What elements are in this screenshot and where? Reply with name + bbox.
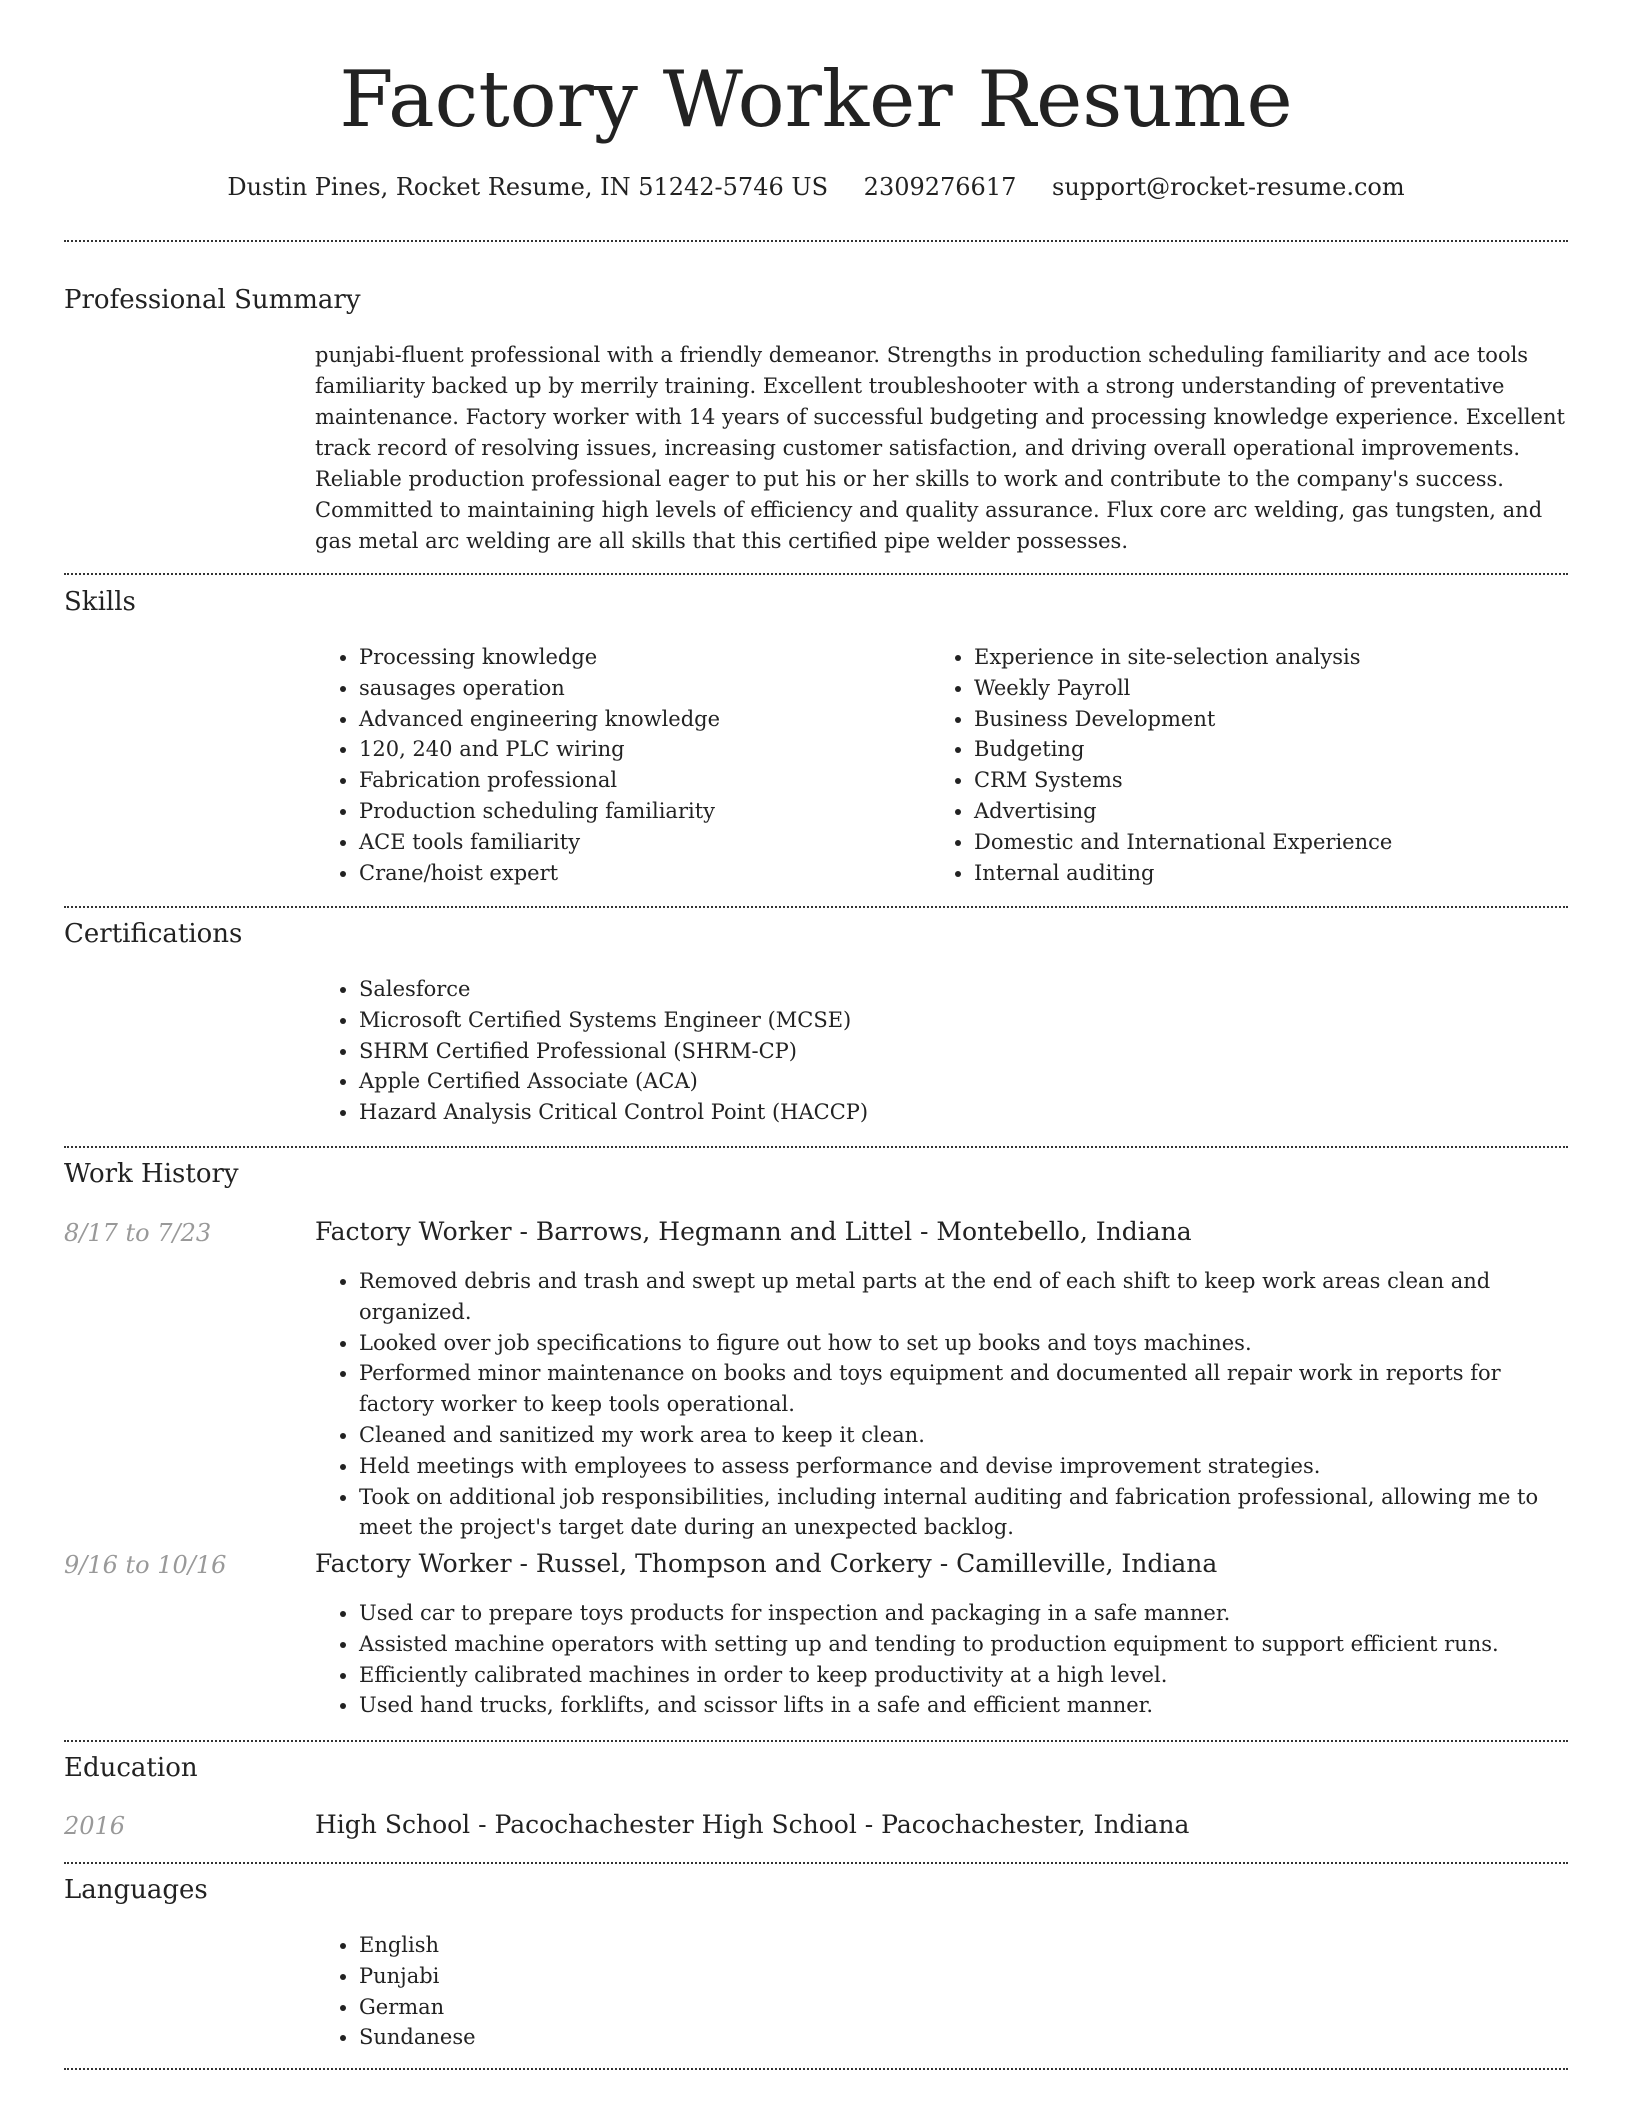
list-item: • Salesforce (359, 974, 1559, 1005)
list-item: • Experience in site-selection analysis (974, 642, 1574, 673)
list-item: • English (359, 1930, 959, 1961)
list-item: • ACE tools familiarity (359, 827, 929, 858)
list-item: • Internal auditing (974, 858, 1574, 889)
education-heading: Education (64, 1753, 198, 1783)
list-item: • Efficiently calibrated machines in order to keep productivity at a high level. (359, 1660, 1568, 1691)
job-dates: 8/17 to 7/23 (64, 1219, 212, 1247)
section-divider (64, 1862, 1568, 1864)
work-heading: Work History (64, 1159, 239, 1189)
education-year: 2016 (64, 1812, 126, 1840)
list-item: • Business Development (974, 704, 1574, 735)
list-item: • Removed debris and trash and swept up metal parts at the end of each shift to keep work areas clean and organized. (359, 1266, 1568, 1328)
list-item: • Production scheduling familiarity (359, 796, 929, 827)
list-item: • German (359, 1992, 959, 2023)
list-item: • Sundanese (359, 2022, 959, 2053)
list-item: • Hazard Analysis Critical Control Point (HACCP) (359, 1097, 1559, 1128)
list-item: • Budgeting (974, 734, 1574, 765)
certifications-list (315, 974, 1559, 1128)
summary-text: punjabi-fluent professional with a friendly demeanor. Strengths in production scheduling familiarity and ace tools familiarity backed up by merrily training. Excellent troubleshooter with a strong understanding of preventative maintenance. Factory worker with 14 years of successful budgeting and processing knowledge experience. Excellent track record of resolving issues, increasing customer satisfaction, and driving overall operational improvements. Reliable production professional eager to put his or her skills to work and contribute to the company's success. Committed to maintaining high levels of efficiency and quality assurance. Flux core arc welding, gas tungsten, and gas metal arc welding are all skills that this certified pipe welder possesses. (315, 343, 1565, 553)
job-dates: 9/16 to 10/16 (64, 1551, 227, 1579)
skills-list-left (315, 642, 929, 888)
list-item: • Performed minor maintenance on books and toys equipment and documented all repair work in reports for factory worker to keep tools operational. (359, 1358, 1568, 1420)
list-item: • Held meetings with employees to assess performance and devise improvement strategies. (359, 1451, 1568, 1482)
list-item: • Took on additional job responsibilities, including internal auditing and fabrication professional, allowing me to meet the project's target date during an unexpected backlog. (359, 1482, 1568, 1544)
list-item: • 120, 240 and PLC wiring (359, 734, 929, 765)
section-divider (64, 1146, 1568, 1148)
list-item: • Fabrication professional (359, 765, 929, 796)
list-item: • Advanced engineering knowledge (359, 704, 929, 735)
list-item: • Processing knowledge (359, 642, 929, 673)
list-item: • Used car to prepare toys products for inspection and packaging in a safe manner. (359, 1598, 1568, 1629)
summary-heading: Professional Summary (64, 285, 361, 315)
job-bullets (315, 1598, 1568, 1721)
section-divider (64, 240, 1568, 242)
list-item: • Cleaned and sanitized my work area to keep it clean. (359, 1420, 1568, 1451)
list-item: • Apple Certified Associate (ACA) (359, 1066, 1559, 1097)
job-bullets (315, 1266, 1568, 1543)
certifications-heading: Certifications (64, 919, 243, 949)
education-entry: High School - Pacochachester High School - Pacochachester, Indiana (315, 1810, 1190, 1839)
section-divider (64, 2068, 1568, 2070)
contact-email: support@rocket-resume.com (1052, 173, 1405, 201)
list-item: • Punjabi (359, 1961, 959, 1992)
skills-heading: Skills (64, 587, 136, 617)
skills-list-right (930, 642, 1574, 888)
section-divider (64, 1740, 1568, 1742)
section-divider (64, 906, 1568, 908)
list-item: • Assisted machine operators with setting up and tending to production equipment to support efficient runs. (359, 1629, 1568, 1660)
languages-list (315, 1930, 959, 2053)
list-item: • Used hand trucks, forklifts, and scissor lifts in a safe and efficient manner. (359, 1690, 1568, 1721)
list-item: • CRM Systems (974, 765, 1574, 796)
list-item: • SHRM Certified Professional (SHRM-CP) (359, 1036, 1559, 1067)
list-item: • Microsoft Certified Systems Engineer (MCSE) (359, 1005, 1559, 1036)
section-divider (64, 573, 1568, 575)
job-title: Factory Worker - Barrows, Hegmann and Littel - Montebello, Indiana (315, 1217, 1192, 1246)
contact-line (64, 172, 1568, 202)
list-item: • Crane/hoist expert (359, 858, 929, 889)
list-item: • Advertising (974, 796, 1574, 827)
resume-page (64, 0, 1568, 2050)
list-item: • Looked over job specifications to figure out how to set up books and toys machines. (359, 1328, 1568, 1359)
resume-title: Factory Worker Resume (339, 55, 1293, 145)
list-item: • Domestic and International Experience (974, 827, 1574, 858)
contact-address: Dustin Pines, Rocket Resume, IN 51242-5746 US (227, 173, 829, 201)
list-item: • sausages operation (359, 673, 929, 704)
languages-heading: Languages (64, 1875, 208, 1905)
list-item: • Weekly Payroll (974, 673, 1574, 704)
job-title: Factory Worker - Russel, Thompson and Corkery - Camilleville, Indiana (315, 1549, 1218, 1578)
contact-phone: 2309276617 (863, 173, 1017, 201)
